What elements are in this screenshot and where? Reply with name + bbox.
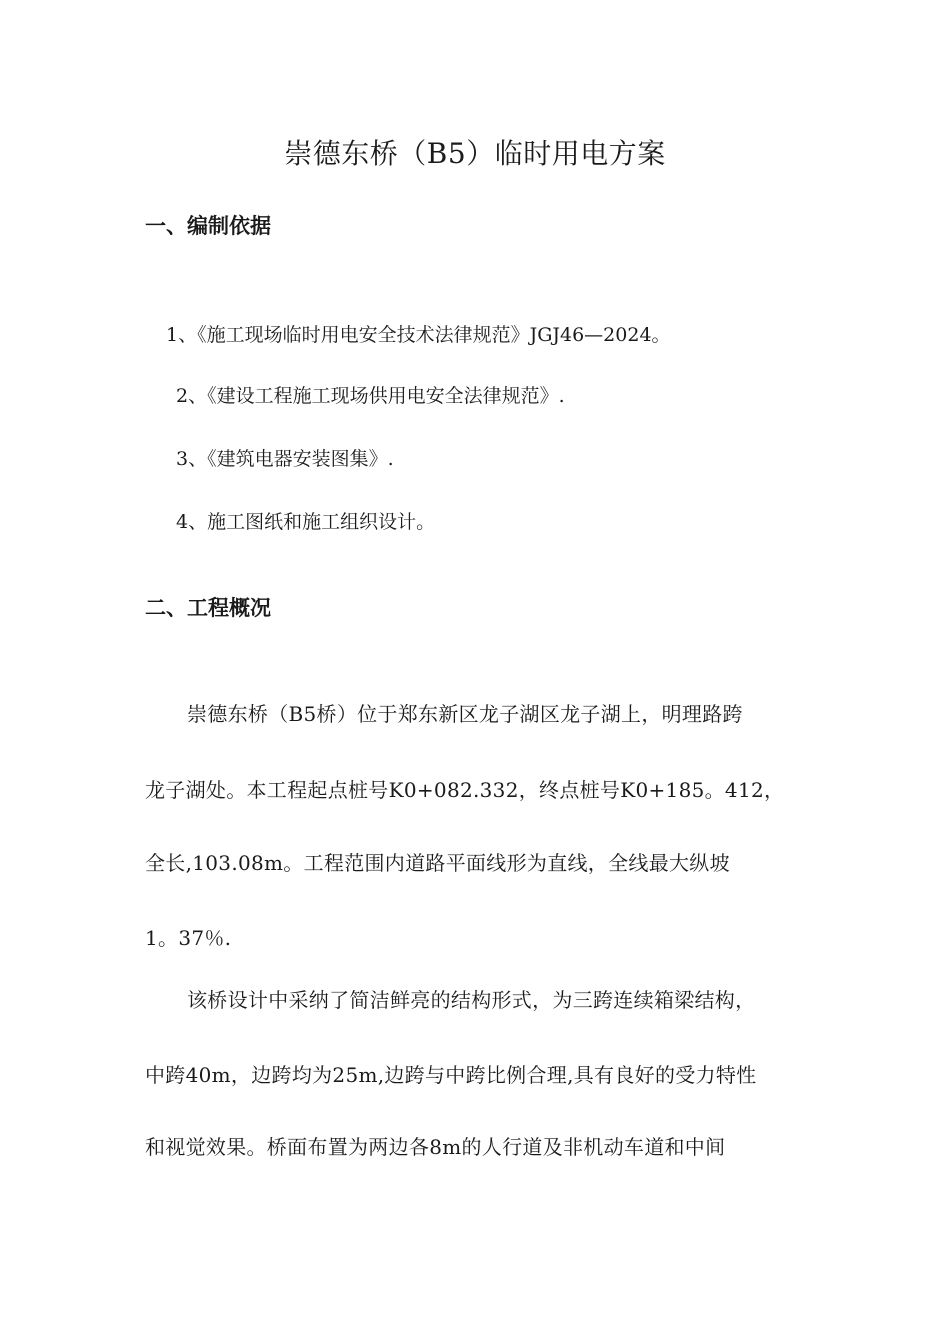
reference-item-1: 1、《施工现场临时用电安全技术法律规范》JGJ46—2024。 xyxy=(166,324,671,346)
reference-item-2: 2、《建设工程施工现场供用电安全法律规范》. xyxy=(176,385,565,407)
overview-line-1: 崇德东桥（B5桥）位于郑东新区龙子湖区龙子湖上，明理路跨 xyxy=(187,702,743,726)
document-title: 崇德东桥（B5）临时用电方案 xyxy=(284,137,666,170)
overview-line-2: 龙子湖处。本工程起点桩号K0+082.332，终点桩号K0+185。412， xyxy=(145,778,785,802)
overview-line-3: 全长,103.08m。工程范围内道路平面线形为直线，全线最大纵坡 xyxy=(145,851,730,875)
section-heading-overview: 二、工程概况 xyxy=(145,596,271,620)
section-heading-basis: 一、编制依据 xyxy=(145,214,271,238)
reference-item-4: 4、施工图纸和施工组织设计。 xyxy=(176,511,436,533)
overview-line-6: 中跨40m，边跨均为25m,边跨与中跨比例合理,具有良好的受力特性 xyxy=(145,1063,757,1087)
overview-line-5: 该桥设计中采纳了简洁鲜亮的结构形式，为三跨连续箱梁结构， xyxy=(187,988,756,1012)
overview-line-7: 和视觉效果。桥面布置为两边各8m的人行道及非机动车道和中间 xyxy=(145,1135,726,1159)
reference-item-3: 3、《建筑电器安装图集》. xyxy=(176,448,394,470)
overview-line-4: 1。37％. xyxy=(145,926,232,950)
